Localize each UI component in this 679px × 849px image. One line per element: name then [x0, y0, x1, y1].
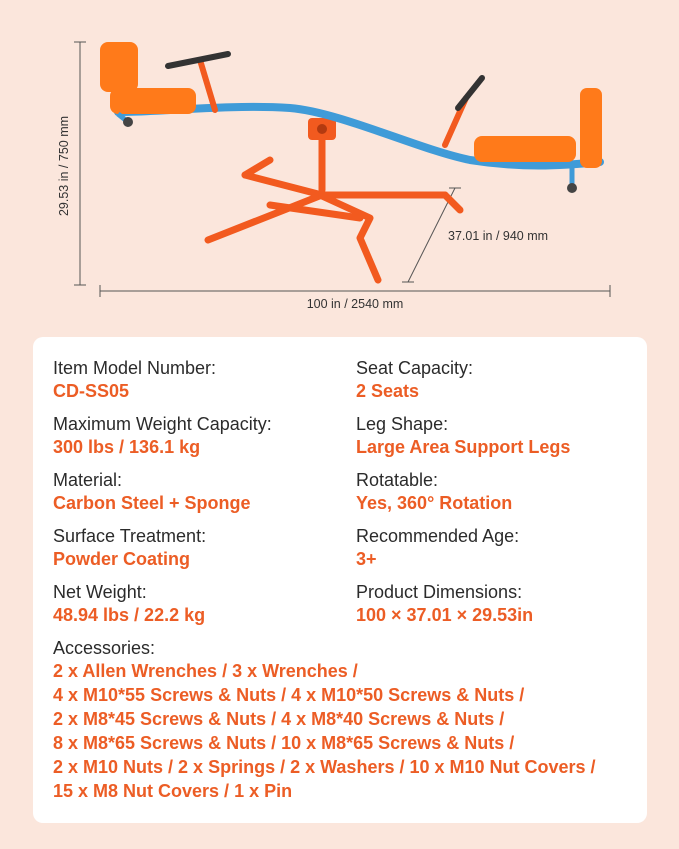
accessories-label: Accessories: — [53, 638, 156, 658]
spec-card — [33, 337, 647, 823]
spec-value: Yes, 360° Rotation — [356, 493, 513, 513]
base-legs — [208, 130, 460, 280]
accessories-line: 15 x M8 Nut Covers / 1 x Pin — [53, 781, 293, 801]
spec-label: Recommended Age: — [356, 526, 520, 546]
spec-label: Item Model Number: — [53, 358, 217, 378]
seesaw-diagram — [0, 0, 679, 330]
accessories-section — [53, 637, 643, 803]
spec-label: Rotatable: — [356, 470, 439, 490]
depth-dimension-label: 37.01 in / 940 mm — [448, 229, 549, 243]
spec-value: CD-SS05 — [53, 381, 130, 401]
spec-value: Powder Coating — [53, 549, 191, 569]
pivot-hub — [308, 118, 336, 140]
spec-label: Net Weight: — [53, 582, 147, 602]
spec-value: 300 lbs / 136.1 kg — [53, 437, 201, 457]
dimension-lines — [74, 42, 610, 297]
spec-surface — [53, 525, 343, 571]
spec-value: Large Area Support Legs — [356, 437, 571, 457]
spec-value: 48.94 lbs / 22.2 kg — [53, 605, 206, 625]
spec-model — [53, 357, 343, 403]
spec-label: Material: — [53, 470, 123, 490]
accessories-line: 2 x Allen Wrenches / 3 x Wrenches / — [53, 661, 358, 681]
spec-value: Carbon Steel + Sponge — [53, 493, 251, 513]
spec-product-dimensions — [356, 581, 646, 627]
accessories-line: 2 x M8*45 Screws & Nuts / 4 x M8*40 Screws & Nuts / — [53, 709, 505, 729]
spec-leg-shape — [356, 413, 646, 459]
spec-label: Leg Shape: — [356, 414, 449, 434]
spec-rotatable — [356, 469, 646, 515]
spec-max-weight — [53, 413, 343, 459]
spec-value: 100 × 37.01 × 29.53in — [356, 605, 534, 625]
spec-net-weight — [53, 581, 343, 627]
spec-value: 2 Seats — [356, 381, 420, 401]
spec-age — [356, 525, 646, 571]
spec-seat-capacity — [356, 357, 646, 403]
spec-label: Surface Treatment: — [53, 526, 207, 546]
accessories-line: 2 x M10 Nuts / 2 x Springs / 2 x Washers / 10 x M10 Nut Covers / — [53, 757, 596, 777]
accessories-line: 8 x M8*65 Screws & Nuts / 10 x M8*65 Screws & Nuts / — [53, 733, 515, 753]
height-dimension-label: 29.53 in / 750 mm — [57, 115, 71, 217]
right-seat — [474, 88, 602, 193]
spec-label: Seat Capacity: — [356, 358, 474, 378]
spec-material — [53, 469, 343, 515]
spec-label: Maximum Weight Capacity: — [53, 414, 272, 434]
length-dimension-label: 100 in / 2540 mm — [306, 297, 404, 311]
spec-label: Product Dimensions: — [356, 582, 523, 602]
spec-value: 3+ — [356, 549, 377, 569]
accessories-line: 4 x M10*55 Screws & Nuts / 4 x M10*50 Screws & Nuts / — [53, 685, 525, 705]
right-handle — [445, 78, 482, 145]
